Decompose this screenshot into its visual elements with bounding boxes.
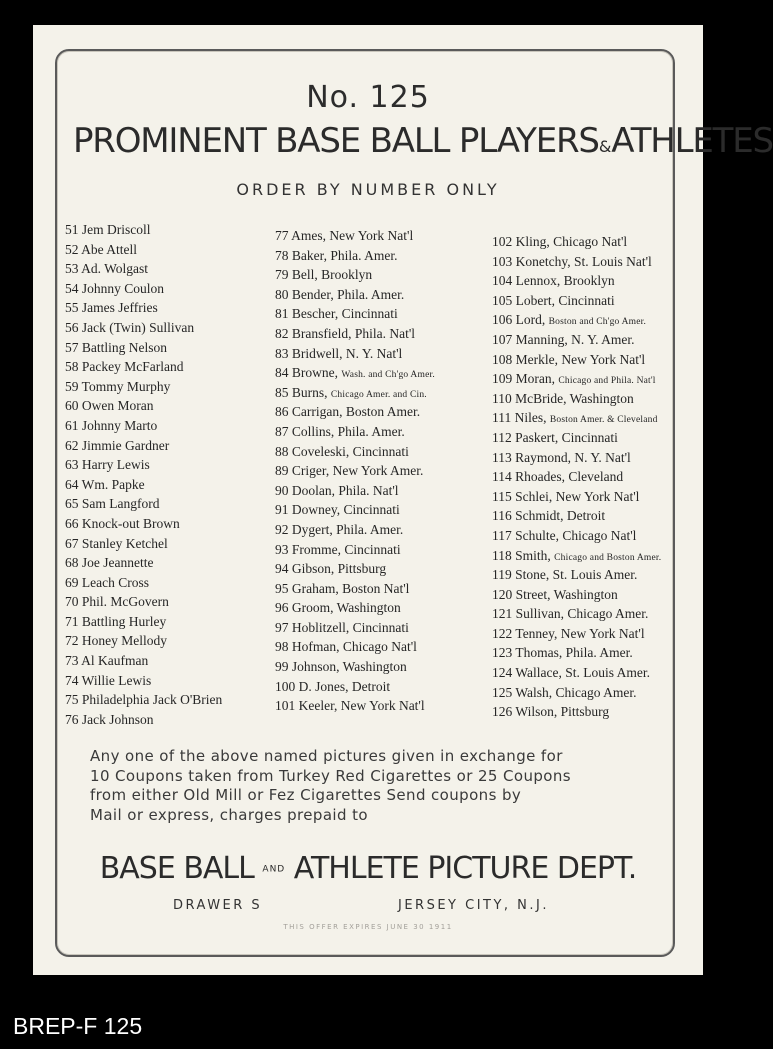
player-number: 106	[492, 312, 513, 328]
player-list-item	[275, 324, 487, 344]
player-name: Stanley Ketchel	[81, 535, 168, 551]
player-list-item	[492, 585, 698, 605]
player-list-item	[275, 657, 487, 677]
player-list-item	[275, 285, 487, 305]
offer-line: 10 Coupons taken from Turkey Red Cigarettes or 25 Coupons	[90, 766, 571, 785]
player-number: 85	[275, 384, 289, 400]
player-list-item	[65, 298, 285, 318]
player-number: 98	[275, 639, 289, 655]
player-list-item	[275, 246, 487, 266]
player-list-item	[65, 514, 285, 534]
player-name: Merkle, New York Nat'l	[515, 351, 646, 367]
offer-text	[90, 747, 680, 825]
player-number: 61	[65, 417, 79, 433]
player-list-item	[492, 663, 698, 683]
player-list-item	[65, 338, 285, 358]
player-name: James Jeffries	[81, 300, 158, 316]
player-number: 51	[65, 222, 79, 237]
player-list-item	[275, 304, 487, 324]
player-list-item	[275, 598, 487, 618]
player-list-item	[275, 481, 487, 501]
player-list-item	[65, 671, 285, 691]
dept-part-2: ATHLETE PICTURE DEPT.	[293, 851, 637, 886]
player-list-column-1	[65, 220, 285, 729]
player-list-item	[275, 226, 487, 246]
player-number: 77	[275, 228, 289, 243]
player-number: 93	[275, 541, 289, 557]
player-name: Dygert, Phila. Amer.	[291, 521, 404, 537]
player-number: 69	[65, 574, 79, 590]
player-number: 60	[65, 398, 79, 414]
player-name: Hoblitzell, Cincinnati	[291, 619, 409, 635]
player-list-item	[65, 690, 285, 710]
player-number: 71	[65, 613, 79, 629]
player-team-detail: Wash. and Ch'go Amer.	[341, 370, 435, 381]
player-number: 57	[65, 339, 79, 355]
player-number: 81	[275, 306, 289, 322]
player-number: 68	[65, 555, 79, 571]
player-list-item	[275, 559, 487, 579]
player-number: 52	[65, 241, 79, 257]
player-name: Lennox, Brooklyn	[515, 273, 615, 289]
player-list-item	[492, 448, 698, 468]
player-number: 73	[65, 653, 79, 669]
player-name: Tenney, New York Nat'l	[515, 625, 645, 641]
player-number: 125	[492, 684, 513, 700]
player-name: Jimmie Gardner	[81, 437, 170, 453]
player-name: Carrigan, Boston Amer.	[291, 404, 421, 420]
player-name: Leach Cross	[81, 574, 149, 590]
player-list-item	[65, 534, 285, 554]
player-list-item	[275, 618, 487, 638]
player-name: Baker, Phila. Amer.	[291, 247, 398, 263]
city-address: JERSEY CITY, N.J.	[398, 898, 550, 913]
player-list-item	[275, 540, 487, 560]
player-list-item	[65, 651, 285, 671]
player-number: 92	[275, 521, 289, 537]
player-number: 94	[275, 561, 289, 577]
player-number: 83	[275, 345, 289, 361]
player-name: Sullivan, Chicago Amer.	[515, 606, 649, 622]
player-list-item	[492, 428, 698, 448]
player-number: 113	[492, 449, 512, 465]
player-list-item	[275, 402, 487, 422]
card-number: No. 125	[306, 80, 430, 115]
player-team-detail: Boston and Ch'go Amer.	[548, 317, 647, 328]
offer-line: Mail or express, charges prepaid to	[90, 805, 368, 824]
player-name: Bender, Phila. Amer.	[291, 286, 405, 302]
player-number: 70	[65, 594, 79, 610]
player-list-item	[492, 683, 698, 703]
player-name: Johnny Marto	[81, 417, 158, 433]
player-name: Keeler, New York Nat'l	[298, 698, 425, 714]
player-name: Moran,	[515, 371, 555, 387]
player-name: Raymond, N. Y. Nat'l	[515, 449, 631, 465]
player-number: 89	[275, 463, 289, 479]
player-list-item	[492, 526, 698, 546]
player-number: 123	[492, 645, 513, 661]
player-name: Walsh, Chicago Amer.	[515, 684, 637, 700]
player-number: 103	[492, 253, 513, 269]
player-number: 53	[65, 261, 79, 277]
player-number: 124	[492, 665, 513, 681]
player-number: 91	[275, 502, 289, 518]
player-list-item	[492, 506, 698, 526]
headline-end: ATHLETES	[611, 121, 773, 161]
player-name: Wilson, Pittsburg	[515, 704, 610, 720]
player-name: Jem Driscoll	[81, 222, 151, 237]
player-number: 67	[65, 535, 79, 551]
player-number: 101	[275, 698, 296, 714]
player-list-item	[65, 631, 285, 651]
player-team-detail: Chicago Amer. and Cin.	[330, 389, 427, 400]
player-number: 109	[492, 371, 513, 387]
player-number: 99	[275, 659, 289, 675]
player-list-item	[275, 677, 487, 697]
player-name: Gibson, Pittsburg	[291, 561, 387, 577]
player-list-item	[275, 265, 487, 285]
player-list-item	[65, 396, 285, 416]
player-name: Thomas, Phila. Amer.	[515, 645, 633, 661]
player-list-item	[65, 416, 285, 436]
headline	[73, 121, 773, 161]
player-name: Lobert, Cincinnati	[515, 292, 615, 308]
player-name: Philadelphia Jack O'Brien	[81, 692, 223, 708]
player-list-item	[65, 220, 285, 240]
player-list-item	[65, 259, 285, 279]
player-number: 118	[492, 547, 512, 563]
player-list-item	[492, 330, 698, 350]
image-caption: BREP-F 125	[13, 1013, 143, 1039]
player-list-column-2	[275, 226, 487, 716]
player-number: 62	[65, 437, 79, 453]
player-name: Bescher, Cincinnati	[291, 306, 398, 322]
player-name: Schlei, New York Nat'l	[515, 488, 640, 504]
player-name: Battling Nelson	[81, 339, 167, 355]
player-list-item	[492, 604, 698, 624]
player-number: 84	[275, 365, 289, 381]
player-name: Ad. Wolgast	[81, 261, 149, 277]
department-name	[33, 851, 703, 886]
player-name: Honey Mellody	[81, 633, 167, 649]
player-number: 63	[65, 457, 79, 473]
headline-ampersand: &	[598, 137, 612, 156]
player-name: Paskert, Cincinnati	[515, 429, 618, 445]
player-list-item	[65, 553, 285, 573]
player-number: 79	[275, 267, 289, 283]
player-name: Manning, N. Y. Amer.	[515, 331, 635, 347]
player-number: 96	[275, 600, 289, 616]
player-name: Downey, Cincinnati	[291, 502, 400, 518]
player-name: Johnny Coulon	[81, 280, 165, 296]
drawer-address: DRAWER S	[173, 898, 263, 913]
card-back	[33, 25, 773, 975]
player-number: 116	[492, 508, 512, 524]
player-number: 126	[492, 704, 513, 720]
player-list-item	[275, 383, 487, 403]
player-number: 110	[492, 390, 512, 406]
player-name: Al Kaufman	[81, 653, 149, 669]
player-number: 80	[275, 286, 289, 302]
player-number: 55	[65, 300, 79, 316]
player-number: 107	[492, 331, 513, 347]
player-number: 117	[492, 527, 512, 543]
player-list-column-3	[492, 232, 698, 722]
player-list-item	[275, 363, 487, 383]
player-list-item	[492, 624, 698, 644]
player-name: Phil. McGovern	[81, 594, 169, 610]
player-name: Bell, Brooklyn	[291, 267, 373, 283]
player-name: Criger, New York Amer.	[291, 463, 424, 479]
player-list-item	[492, 232, 698, 252]
player-number: 120	[492, 586, 513, 602]
player-number: 122	[492, 625, 513, 641]
player-name: Knock-out Brown	[81, 515, 180, 531]
player-list-item	[492, 546, 698, 566]
player-number: 76	[65, 711, 79, 727]
player-name: Sam Langford	[81, 496, 160, 512]
player-number: 95	[275, 580, 289, 596]
player-name: Willie Lewis	[81, 672, 152, 688]
player-number: 102	[492, 234, 513, 249]
player-number: 87	[275, 423, 289, 439]
headline-main: PROMINENT BASE BALL PLAYERS	[73, 121, 599, 161]
player-number: 86	[275, 404, 289, 420]
player-name: Fromme, Cincinnati	[291, 541, 401, 557]
player-list-item	[492, 271, 698, 291]
player-number: 64	[65, 476, 79, 492]
player-name: Smith,	[515, 547, 551, 563]
offer-line: from either Old Mill or Fez Cigarettes Send coupons by	[90, 786, 522, 804]
player-list-item	[65, 318, 285, 338]
player-list-item	[492, 643, 698, 663]
player-name: Packey McFarland	[81, 359, 184, 375]
player-list-item	[492, 291, 698, 311]
offer-expiry: THIS OFFER EXPIRES JUNE 30 1911	[283, 923, 453, 931]
player-name: Street, Washington	[515, 586, 618, 602]
player-name: Abe Attell	[81, 241, 138, 257]
player-name: McBride, Washington	[515, 390, 634, 406]
player-list-item	[65, 494, 285, 514]
player-list-item	[65, 357, 285, 377]
player-name: Bransfield, Phila. Nat'l	[291, 325, 416, 341]
player-name: Groom, Washington	[291, 600, 401, 616]
player-list-item	[275, 696, 487, 716]
player-name: Burns,	[291, 384, 328, 400]
player-list-item	[275, 579, 487, 599]
player-name: Harry Lewis	[81, 457, 150, 473]
player-name: Ames, New York Nat'l	[291, 228, 414, 243]
player-list-item	[492, 565, 698, 585]
player-number: 115	[492, 488, 512, 504]
player-number: 121	[492, 606, 513, 622]
player-name: Doolan, Phila. Nat'l	[291, 482, 399, 498]
player-list-item	[275, 422, 487, 442]
player-name: Stone, St. Louis Amer.	[515, 567, 638, 583]
player-list-item	[492, 702, 698, 722]
player-number: 59	[65, 378, 79, 394]
player-list-item	[492, 369, 698, 389]
dept-part-1: BASE BALL	[99, 851, 254, 886]
player-name: Graham, Boston Nat'l	[291, 580, 410, 596]
player-number: 72	[65, 633, 79, 649]
player-team-detail: Boston Amer. & Cleveland	[549, 415, 658, 426]
player-number: 100	[275, 678, 296, 694]
offer-line: Any one of the above named pictures given in exchange for	[90, 747, 563, 765]
player-list-item	[492, 408, 698, 428]
player-number: 75	[65, 692, 79, 708]
player-number: 104	[492, 273, 513, 289]
player-name: D. Jones, Detroit	[298, 678, 391, 694]
player-name: Johnson, Washington	[291, 659, 407, 675]
order-instruction: ORDER BY NUMBER ONLY	[236, 180, 500, 199]
player-number: 58	[65, 359, 79, 375]
player-list-item	[65, 710, 285, 730]
player-list-item	[275, 520, 487, 540]
player-team-detail: Chicago and Phila. Nat'l	[558, 376, 656, 387]
player-name: Lord,	[515, 312, 546, 328]
player-name: Battling Hurley	[81, 613, 167, 629]
player-team-detail: Chicago and Boston Amer.	[554, 552, 662, 563]
player-number: 78	[275, 247, 289, 263]
player-name: Joe Jeannette	[81, 555, 154, 571]
player-list-item	[275, 637, 487, 657]
player-name: Kling, Chicago Nat'l	[515, 234, 628, 249]
player-name: Coveleski, Cincinnati	[291, 443, 409, 459]
player-list-item	[275, 500, 487, 520]
player-list-item	[492, 252, 698, 272]
player-name: Jack (Twin) Sullivan	[81, 319, 195, 335]
player-name: Rhoades, Cleveland	[515, 469, 624, 485]
player-list-item	[492, 310, 698, 330]
player-list-item	[65, 436, 285, 456]
player-number: 105	[492, 292, 513, 308]
player-name: Hofman, Chicago Nat'l	[291, 639, 417, 655]
player-list-item	[275, 344, 487, 364]
player-list-item	[65, 612, 285, 632]
player-list-item	[492, 467, 698, 487]
player-name: Browne,	[291, 365, 338, 381]
player-name: Konetchy, St. Louis Nat'l	[515, 253, 652, 269]
player-name: Niles,	[514, 410, 547, 426]
dept-and: AND	[262, 864, 286, 875]
player-list-item	[492, 389, 698, 409]
player-list-item	[65, 592, 285, 612]
player-name: Wallace, St. Louis Amer.	[515, 665, 651, 681]
player-number: 114	[492, 469, 512, 485]
player-name: Tommy Murphy	[81, 378, 171, 394]
player-list-item	[65, 279, 285, 299]
player-list-item	[65, 573, 285, 593]
player-list-item	[65, 377, 285, 397]
player-number: 56	[65, 319, 79, 335]
player-name: Schmidt, Detroit	[515, 508, 606, 524]
player-number: 90	[275, 482, 289, 498]
player-number: 108	[492, 351, 513, 367]
player-number: 82	[275, 325, 289, 341]
player-list-item	[65, 475, 285, 495]
player-number: 65	[65, 496, 79, 512]
player-name: Jack Johnson	[81, 711, 154, 727]
player-name: Owen Moran	[81, 398, 154, 414]
player-number: 88	[275, 443, 289, 459]
player-number: 97	[275, 619, 289, 635]
player-number: 119	[492, 567, 512, 583]
player-list-item	[492, 350, 698, 370]
player-number: 54	[65, 280, 79, 296]
player-number: 74	[65, 672, 79, 688]
player-list-item	[65, 240, 285, 260]
player-number: 112	[492, 429, 512, 445]
player-list-item	[65, 455, 285, 475]
player-name: Schulte, Chicago Nat'l	[515, 527, 637, 543]
player-name: Wm. Papke	[81, 476, 145, 492]
player-list-item	[275, 461, 487, 481]
player-name: Collins, Phila. Amer.	[291, 423, 405, 439]
player-number: 111	[492, 410, 512, 426]
player-list-item	[492, 487, 698, 507]
player-name: Bridwell, N. Y. Nat'l	[291, 345, 403, 361]
player-number: 66	[65, 515, 79, 531]
player-list-item	[275, 442, 487, 462]
